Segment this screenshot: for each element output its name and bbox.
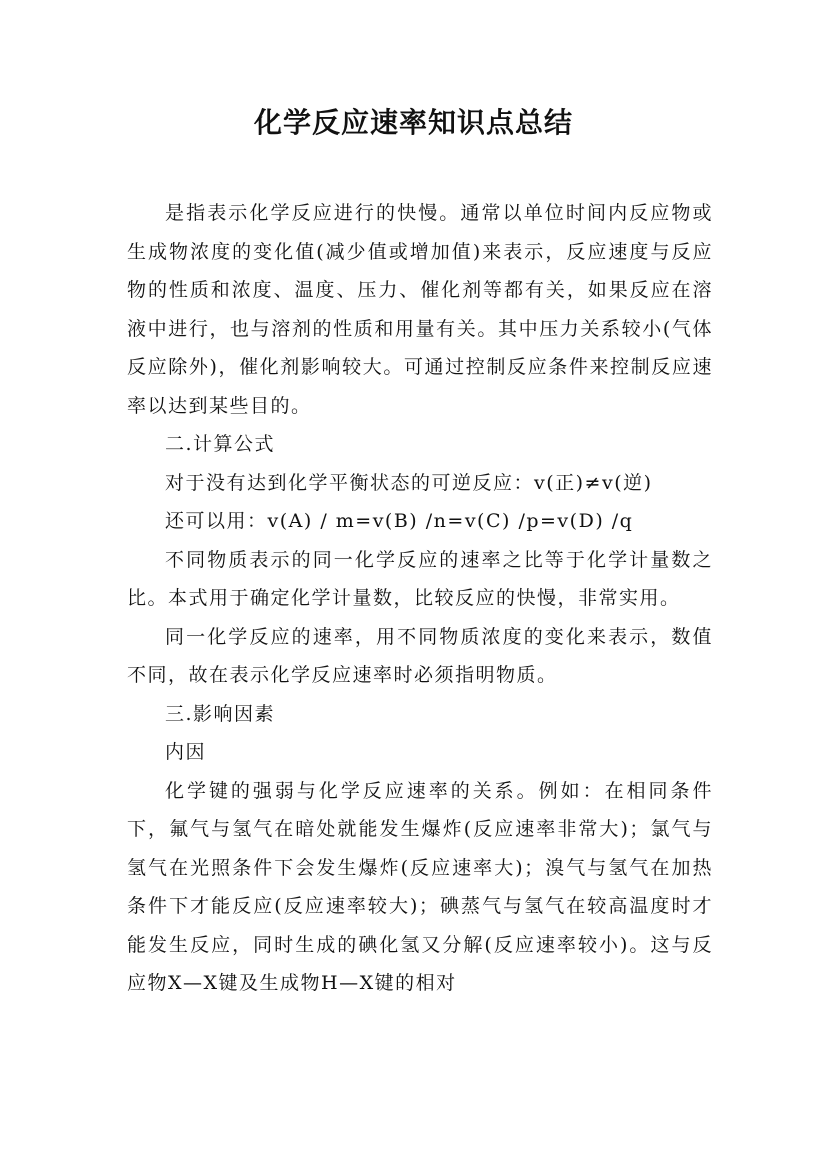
document-title: 化学反应速率知识点总结 [253,106,573,139]
paragraph-chemical-bond: 化学键的强弱与化学反应速率的关系。例如：在相同条件下，氟气与氢气在暗处就能发生爆炸(反应速率非常大)；氯气与氢气在光照条件下会发生爆炸(反应速率大)；溴气与氢气在加热条件下才能反应(反应速率较大)；碘蒸气与氢气在较高温度时才能发生反应，同时生成的碘化氢又分解(反应速率较小)。这与反应物X—X键及生成物H—X键的相对 [127,779,713,994]
paragraph-specify-substance: 同一化学反应的速率，用不同物质浓度的变化来表示，数值不同，故在表示化学反应速率时必须指明物质。 [127,625,713,686]
heading-calculation-formula: 二.计算公式 [165,433,276,455]
paragraph-definition: 是指表示化学反应进行的快慢。通常以单位时间内反应物或生成物浓度的变化值(减少值或增加值)来表示，反应速度与反应物的性质和浓度、温度、压力、催化剂等都有关，如果反应在溶液中进行，也与溶剂的性质和用量有关。其中压力关系较小(气体反应除外)，催化剂影响较大。可通过控制反应条件来控制反应速率以达到某些目的。 [127,202,713,417]
paragraph-rate-formula: 还可以用：v(A) / m=v(B) /n=v(C) /p=v(D) /q [165,510,634,532]
heading-internal-factors: 内因 [165,741,207,763]
heading-influencing-factors: 三.影响因素 [165,702,276,725]
paragraph-rate-ratio: 不同物质表示的同一化学反应的速率之比等于化学计量数之比。本式用于确定化学计量数，比较反应的快慢，非常实用。 [127,548,713,609]
document-body [127,194,713,1003]
paragraph-reversible-reaction: 对于没有达到化学平衡状态的可逆反应：v(正)≠v(逆) [165,471,653,494]
